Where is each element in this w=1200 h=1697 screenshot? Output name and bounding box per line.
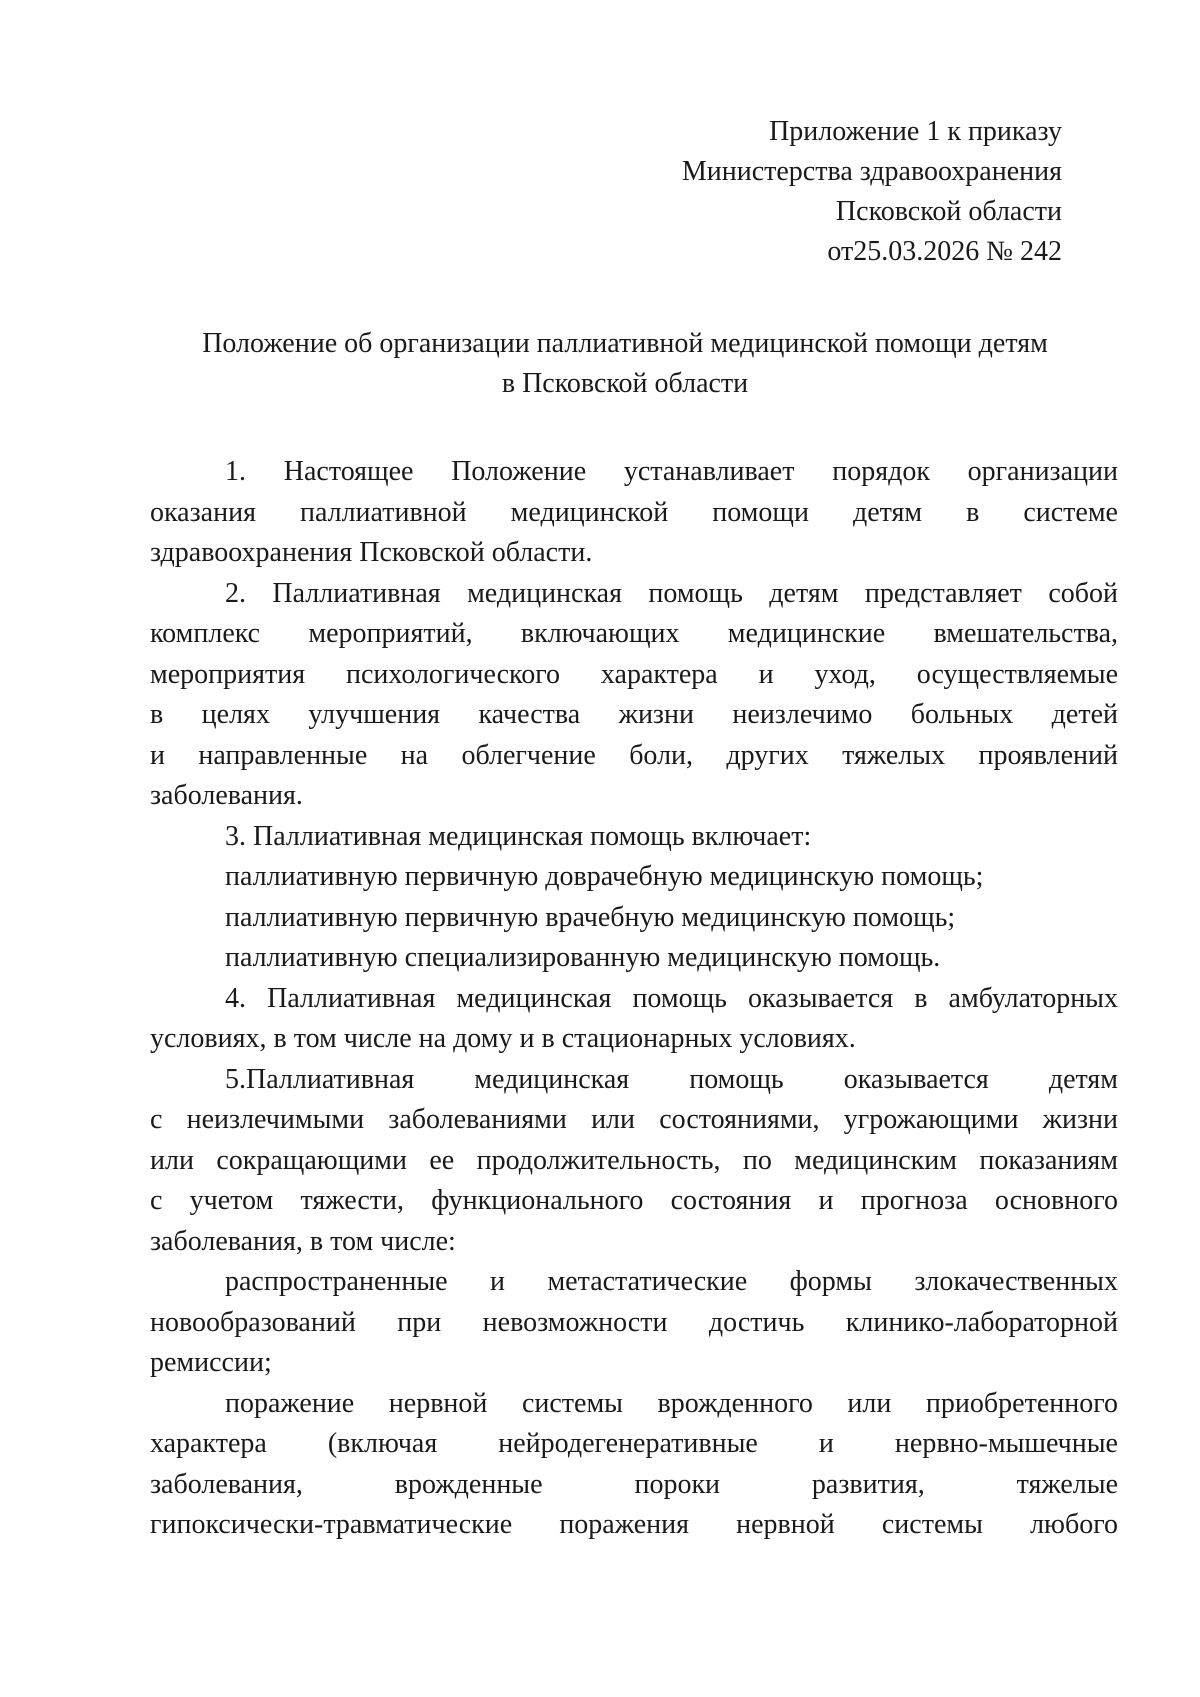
approval-line-ministry: Министерства здравоохранения bbox=[681, 156, 1062, 187]
paragraph-line: и направленные на облегчение боли, других тяжелых проявлений bbox=[150, 739, 1118, 771]
paragraph-line: 5.Паллиативная медицинская помощь оказывается детям bbox=[225, 1063, 1118, 1095]
list-item: гипоксически-травматические поражения нервной системы любого bbox=[150, 1509, 1118, 1540]
list-item: характера (включая нейродегенеративные и нервно-мышечные bbox=[150, 1428, 1118, 1459]
list-item: паллиативную специализированную медицинскую помощь. bbox=[225, 942, 941, 973]
approval-block bbox=[682, 112, 1062, 272]
paragraph-line: 1. Настоящее Положение устанавливает порядок организации bbox=[225, 456, 1118, 487]
paragraph-line: с неизлечимыми заболеваниями или состояниями, угрожающими жизни bbox=[150, 1104, 1118, 1135]
paragraph-line: мероприятия психологического характера и уход, осуществляемые bbox=[150, 658, 1118, 690]
document-body bbox=[150, 452, 1118, 1546]
paragraph-line: заболевания, в том числе: bbox=[150, 1225, 456, 1257]
list-item: паллиативную первичную доврачебную медицинскую помощь; bbox=[225, 861, 984, 892]
paragraph-line: с учетом тяжести, функционального состояния и прогноза основного bbox=[150, 1185, 1118, 1216]
list-item: паллиативную первичную врачебную медицинскую помощь; bbox=[225, 901, 956, 933]
paragraph-line: или сокращающими ее продолжительность, по медицинским показаниям bbox=[150, 1144, 1118, 1176]
paragraph-line: 2. Паллиативная медицинская помощь детям представляет собой bbox=[225, 577, 1118, 609]
paragraph-line: комплекс мероприятий, включающих медицинские вмешательства, bbox=[150, 618, 1118, 649]
list-item: распространенные и метастатические формы злокачественных bbox=[225, 1266, 1118, 1297]
list-item: заболевания, врожденные пороки развития, тяжелые bbox=[150, 1468, 1118, 1500]
paragraph-line: 4. Паллиативная медицинская помощь оказывается в амбулаторных bbox=[225, 982, 1118, 1014]
document-title-line: Положение об организации паллиативной медицинской помощи детям bbox=[202, 328, 1048, 359]
paragraph-line: оказания паллиативной медицинской помощи детям в системе bbox=[150, 496, 1118, 528]
list-item: поражение нервной системы врожденного или приобретенного bbox=[225, 1387, 1118, 1419]
document-title bbox=[150, 324, 1100, 404]
list-item: ремиссии; bbox=[150, 1347, 272, 1378]
approval-line-region: Псковской области bbox=[835, 196, 1062, 227]
approval-line-order-date-number: от25.03.2026 № 242 bbox=[827, 236, 1062, 267]
list-item: новообразований при невозможности достичь клинико-лабораторной bbox=[150, 1306, 1118, 1338]
paragraph-line: условиях, в том числе на дому и в стационарных условиях. bbox=[150, 1023, 856, 1054]
paragraph-line: здравоохранения Псковской области. bbox=[150, 537, 593, 568]
document-title-line: в Псковской области bbox=[501, 368, 749, 399]
paragraph-line: в целях улучшения качества жизни неизлечимо больных детей bbox=[150, 699, 1118, 730]
approval-line-appendix: Приложение 1 к приказу bbox=[769, 116, 1062, 147]
paragraph-line: 3. Паллиативная медицинская помощь включает: bbox=[225, 820, 812, 852]
paragraph-line: заболевания. bbox=[150, 780, 303, 811]
